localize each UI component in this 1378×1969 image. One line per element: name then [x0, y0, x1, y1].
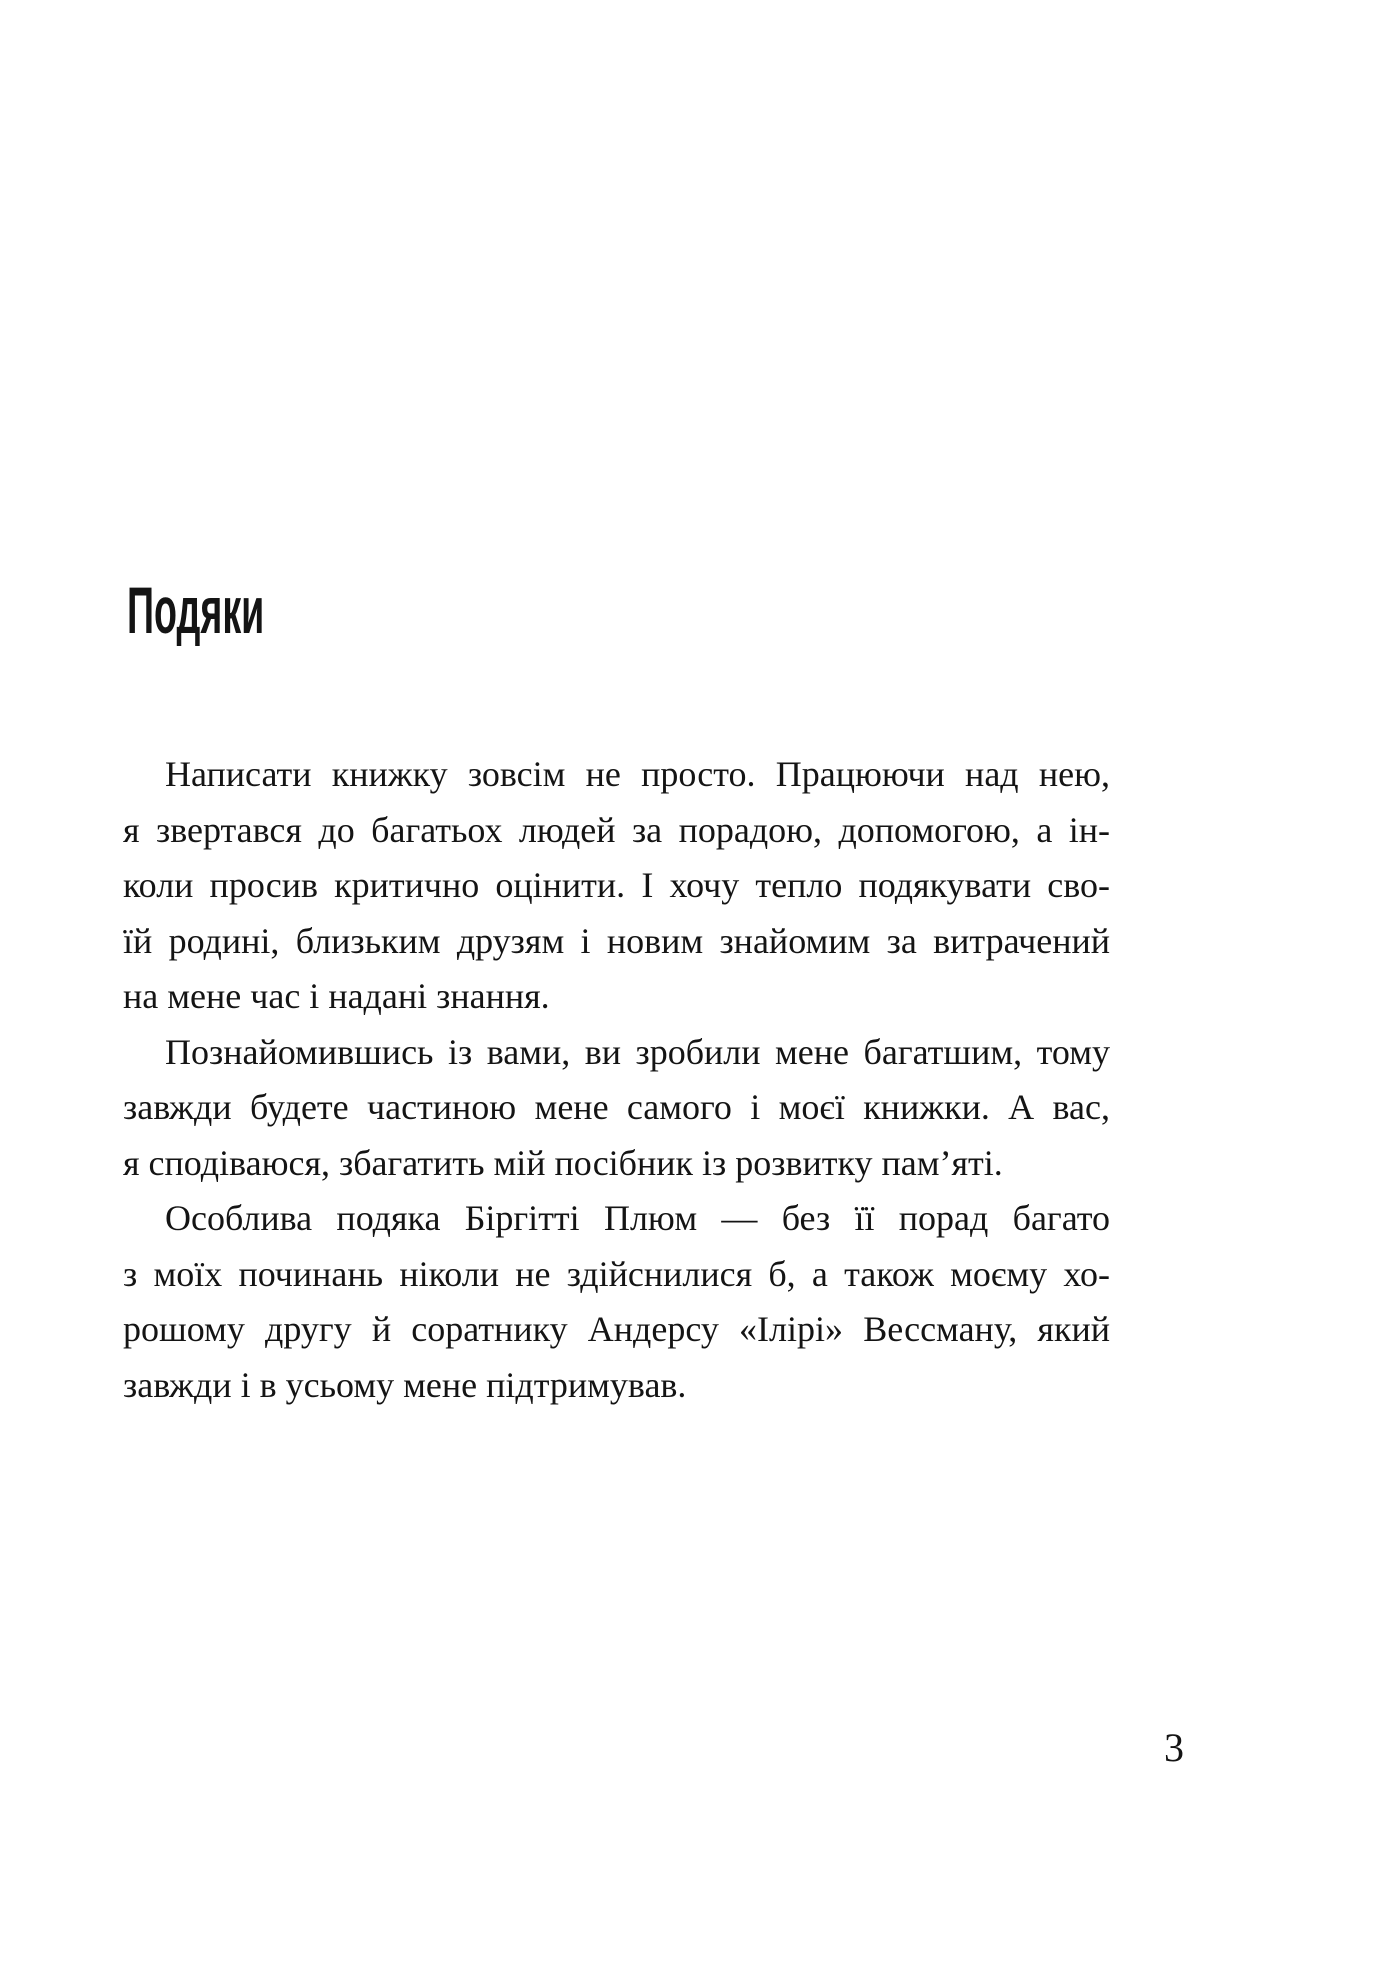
paragraph: [123, 1025, 1110, 1192]
body-line: завжди і в усьому мене підтримував.: [123, 1364, 687, 1405]
body-text: [123, 747, 1110, 1413]
body-line: Познайомившись із вами, ви зробили мене багатшим, тому: [165, 1031, 1110, 1072]
paragraph: [123, 747, 1110, 1025]
body-line: їй родині, близьким друзям і новим знайомим за витрачений: [123, 920, 1110, 961]
page-number: 3: [1164, 1725, 1184, 1770]
body-line: коли просив критично оцінити. І хочу тепло подякувати сво-: [123, 865, 1110, 905]
body-line: завжди будете частиною мене самого і моєї книжки. А вас,: [123, 1087, 1110, 1127]
paragraph: [123, 1191, 1110, 1413]
body-line: рошому другу й соратнику Андерсу «Ілірі» Вессману, який: [123, 1309, 1110, 1349]
body-line: на мене час і надані знання.: [123, 976, 550, 1016]
body-line: Особлива подяка Біргітті Плюм — без її порад багато: [165, 1198, 1110, 1238]
chapter-heading: Подяки: [127, 573, 265, 648]
body-line: я сподіваюся, збагатить мій посібник із розвитку пам’яті.: [123, 1142, 1003, 1183]
body-line: я звертався до багатьох людей за порадою, допомогою, а ін-: [123, 809, 1110, 850]
body-line: з моїх починань ніколи не здійснилися б, а також моєму хо-: [123, 1253, 1110, 1294]
body-line: Написати книжку зовсім не просто. Працюючи над нею,: [165, 754, 1110, 794]
